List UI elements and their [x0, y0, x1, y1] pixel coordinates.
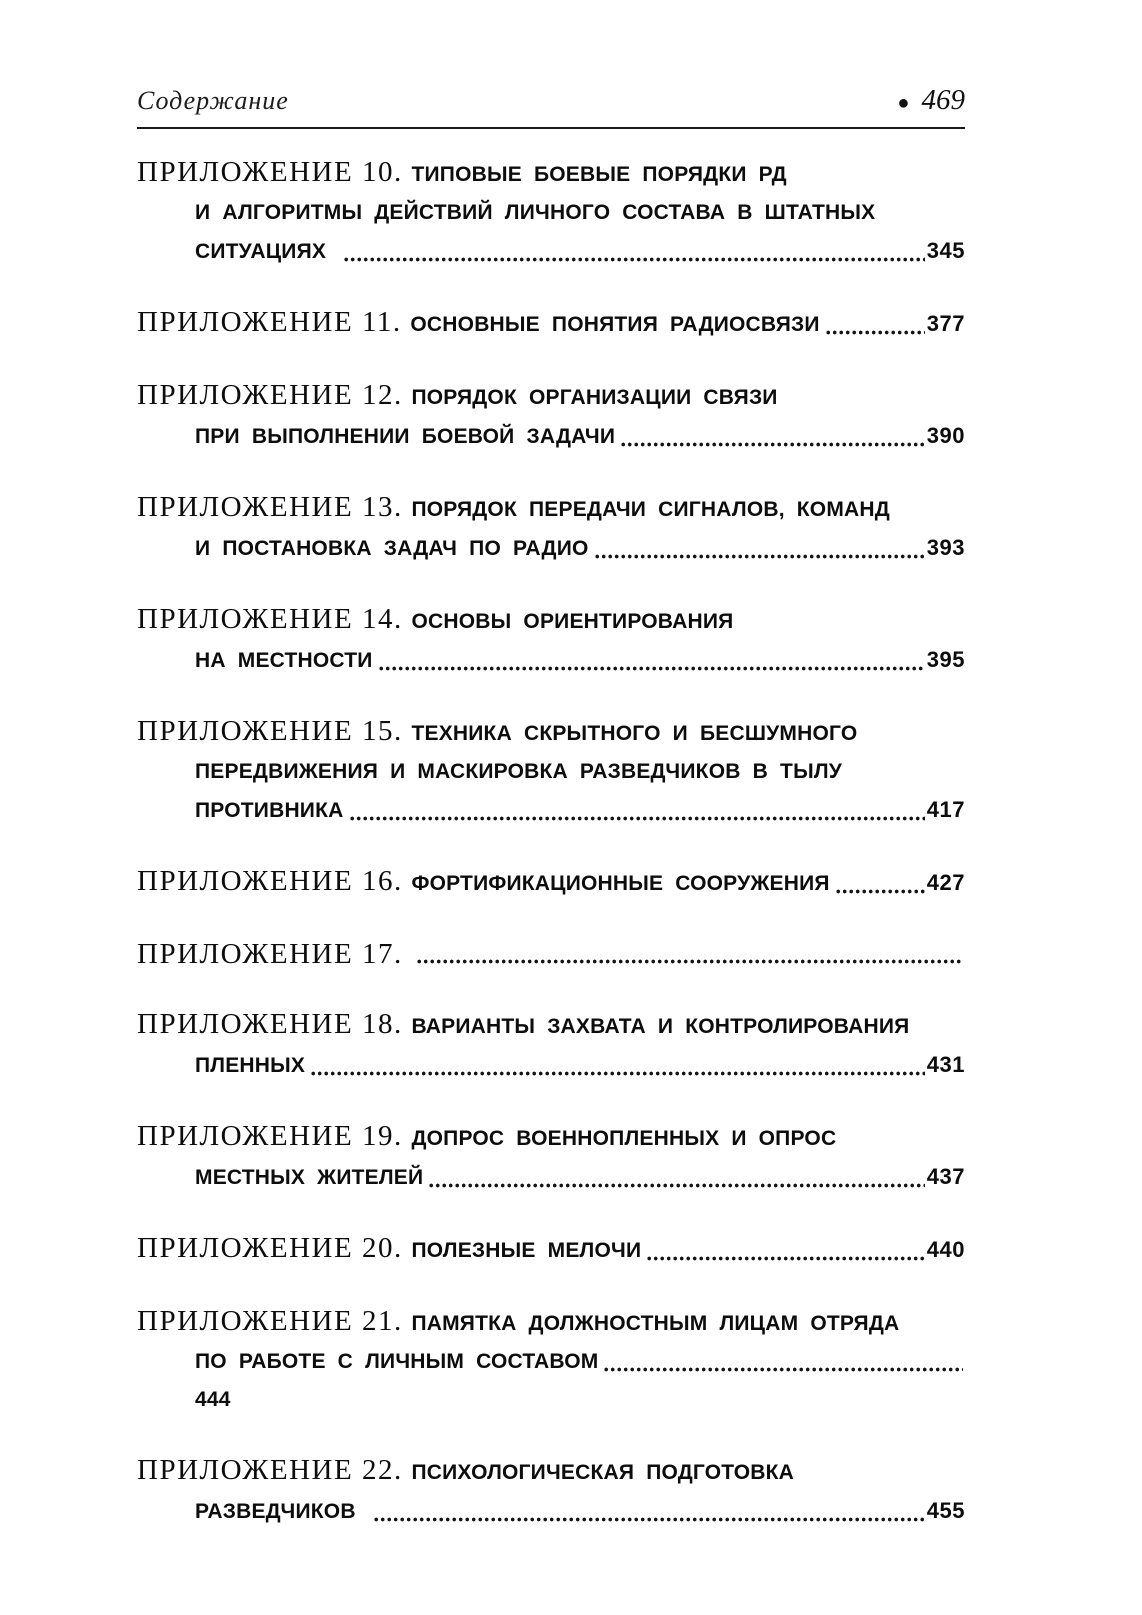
entry-title: НА МЕСТНОСТИ — [195, 649, 373, 672]
entry-page: 395 — [926, 647, 965, 672]
dot-leader — [417, 959, 963, 964]
entry-title: ПОЛЕЗНЫЕ МЕЛОЧИ — [411, 1239, 642, 1262]
toc-line — [137, 1343, 965, 1381]
entry-label: ПРИЛОЖЕНИЕ 13. — [137, 491, 403, 523]
toc-line — [137, 1158, 965, 1197]
entry-label: ПРИЛОЖЕНИЕ 20. — [137, 1232, 403, 1264]
toc-line — [137, 303, 965, 344]
entry-page: 427 — [926, 870, 965, 895]
entry-title: ДОПРОС ВОЕННОПЛЕННЫХ И ОПРОС — [411, 1127, 837, 1150]
toc-line — [137, 753, 965, 791]
entry-label: ПРИЛОЖЕНИЕ 12. — [137, 379, 403, 411]
dot-leader — [429, 1183, 925, 1188]
toc-entry — [137, 303, 965, 344]
toc-line — [137, 862, 965, 903]
entry-label: ПРИЛОЖЕНИЕ 21. — [137, 1305, 403, 1337]
dot-leader — [647, 1256, 925, 1261]
toc-line — [137, 641, 965, 680]
entry-page: 417 — [926, 797, 965, 822]
dot-leader — [621, 442, 925, 447]
toc-line — [137, 1005, 965, 1046]
toc-entry — [137, 1005, 965, 1085]
dot-leader — [595, 554, 925, 559]
toc-line — [137, 153, 965, 194]
toc-entry — [137, 1117, 965, 1197]
entry-title: 444 — [195, 1388, 231, 1411]
entry-page: 393 — [926, 535, 965, 560]
entry-title: СИТУАЦИЯХ — [195, 240, 339, 263]
toc-line — [137, 488, 965, 529]
entry-title: И ПОСТАНОВКА ЗАДАЧ ПО РАДИО — [195, 537, 589, 560]
folio-page-number: 469 — [921, 84, 965, 116]
entry-title: ПСИХОЛОГИЧЕСКАЯ ПОДГОТОВКА — [411, 1461, 795, 1484]
entry-title: ОСНОВНЫЕ ПОНЯТИЯ РАДИОСВЯЗИ — [410, 313, 820, 336]
entry-label: ПРИЛОЖЕНИЕ 11. — [137, 306, 402, 338]
toc-entry — [137, 862, 965, 903]
entry-label: ПРИЛОЖЕНИЕ 19. — [137, 1120, 403, 1152]
dot-leader — [350, 816, 925, 821]
toc-entry — [137, 600, 965, 680]
entry-title: ПАМЯТКА ДОЛЖНОСТНЫМ ЛИЦАМ ОТРЯДА — [411, 1312, 900, 1335]
entry-page: 440 — [926, 1237, 965, 1262]
entry-title: ПРОТИВНИКА — [195, 799, 344, 822]
dot-leader — [604, 1367, 963, 1372]
entry-title: ПО РАБОТЕ С ЛИЧНЫМ СОСТАВОМ — [195, 1350, 599, 1373]
entry-title: ПЛЕННЫХ — [195, 1054, 306, 1077]
entry-title: РАЗВЕДЧИКОВ — [195, 1500, 368, 1523]
dot-leader — [311, 1071, 925, 1076]
entry-title: ВАРИАНТЫ ЗАХВАТА И КОНТРОЛИРОВАНИЯ — [411, 1015, 910, 1038]
toc-line — [137, 712, 965, 753]
entry-title: ОСНОВЫ ОРИЕНТИРОВАНИЯ — [411, 610, 734, 633]
toc-list — [137, 153, 965, 1531]
dot-leader — [379, 666, 925, 671]
running-head — [137, 84, 965, 129]
entry-page: 437 — [926, 1164, 965, 1189]
entry-label: ПРИЛОЖЕНИЕ 14. — [137, 603, 403, 635]
entry-title: ПРИ ВЫПОЛНЕНИИ БОЕВОЙ ЗАДАЧИ — [195, 425, 616, 448]
entry-title: ТИПОВЫЕ БОЕВЫЕ ПОРЯДКИ РД — [411, 163, 787, 186]
toc-entry — [137, 376, 965, 456]
entry-title: ПОРЯДОК ОРГАНИЗАЦИИ СВЯЗИ — [411, 386, 778, 409]
dot-leader — [826, 330, 925, 335]
entry-label: ПРИЛОЖЕНИЕ 10. — [137, 156, 403, 188]
entry-page: 431 — [926, 1052, 965, 1077]
entry-page: 377 — [926, 311, 965, 336]
toc-entry — [137, 488, 965, 568]
entry-label: ПРИЛОЖЕНИЕ 22. — [137, 1454, 403, 1486]
toc-line — [137, 791, 965, 830]
dot-leader — [374, 1517, 925, 1522]
entry-label: ПРИЛОЖЕНИЕ 16. — [137, 865, 403, 897]
toc-entry — [137, 1302, 965, 1419]
toc-entry — [137, 712, 965, 830]
toc-line — [137, 1302, 965, 1343]
entry-title: ТЕХНИКА СКРЫТНОГО И БЕСШУМНОГО — [411, 722, 858, 745]
entry-label: ПРИЛОЖЕНИЕ 18. — [137, 1008, 403, 1040]
toc-line — [137, 417, 965, 456]
toc-entry — [137, 935, 965, 973]
toc-line — [137, 376, 965, 417]
entry-title: ПЕРЕДВИЖЕНИЯ И МАСКИРОВКА РАЗВЕДЧИКОВ В ТЫЛУ — [195, 760, 843, 783]
dot-leader — [344, 257, 925, 262]
toc-line — [137, 232, 965, 271]
entry-label: ПРИЛОЖЕНИЕ 15. — [137, 715, 403, 747]
entry-title: МЕСТНЫХ ЖИТЕЛЕЙ — [195, 1166, 424, 1189]
toc-entry — [137, 1229, 965, 1270]
folio — [897, 84, 965, 117]
entry-page: 345 — [926, 238, 965, 263]
dot-leader — [836, 889, 925, 894]
section-title: Содержание — [137, 86, 289, 115]
entry-label: ПРИЛОЖЕНИЕ 17. — [137, 938, 403, 970]
toc-line — [137, 1117, 965, 1158]
entry-page: 390 — [926, 423, 965, 448]
entry-title: ПОРЯДОК ПЕРЕДАЧИ СИГНАЛОВ, КОМАНД — [411, 498, 890, 521]
toc-line — [137, 194, 965, 232]
toc-entry — [137, 153, 965, 271]
toc-line — [137, 1492, 965, 1531]
entry-page: 455 — [926, 1498, 965, 1523]
toc-line — [137, 529, 965, 568]
toc-line — [137, 1046, 965, 1085]
entry-title: ФОРТИФИКАЦИОННЫЕ СООРУЖЕНИЯ — [411, 872, 830, 895]
toc-line — [137, 600, 965, 641]
toc-line — [137, 1229, 965, 1270]
toc-entry — [137, 1451, 965, 1531]
toc-line — [137, 935, 965, 973]
toc-line — [137, 1451, 965, 1492]
entry-title: И АЛГОРИТМЫ ДЕЙСТВИЙ ЛИЧНОГО СОСТАВА В ШТАТНЫХ — [195, 201, 876, 224]
folio-bullet-icon: ● — [897, 92, 910, 114]
toc-line — [137, 1381, 965, 1419]
